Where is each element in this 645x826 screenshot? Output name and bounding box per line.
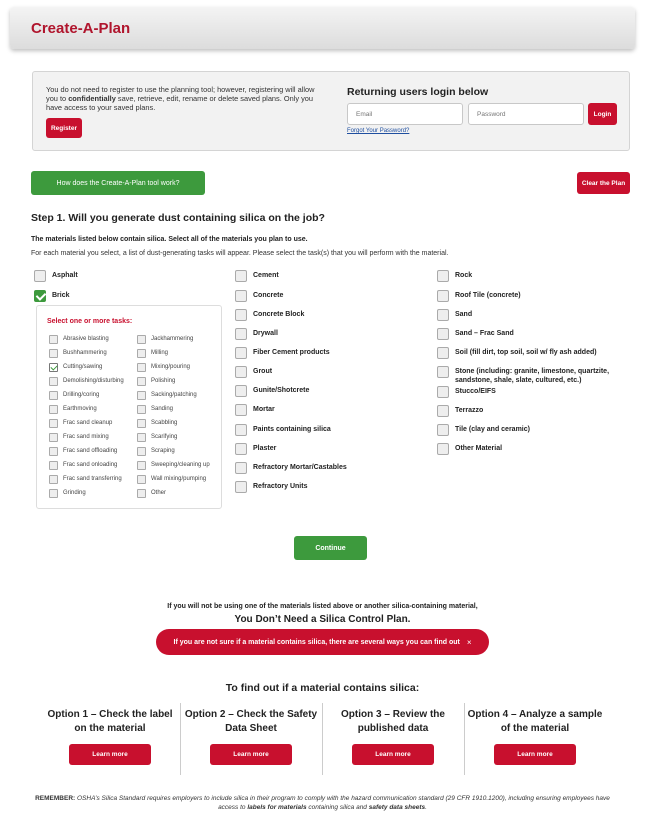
material-checkbox-fiber-cement-products[interactable] [235,347,247,359]
option-title: Option 4 – Analyze a sample of the material [467,709,603,734]
task-checkbox-earthmoving[interactable] [49,405,58,414]
task-label[interactable]: Mixing/pouring [151,364,191,370]
task-label[interactable]: Other [151,490,167,496]
material-label[interactable]: Asphalt [52,272,78,279]
material-label[interactable]: Gunite/Shotcrete [253,387,310,394]
task-checkbox-frac-sand-mixing[interactable] [49,433,58,442]
remember-bold-2: safety data sheets [368,804,426,811]
option-title: Option 1 – Check the label on the material [47,709,173,734]
task-checkbox-sweeping-cleaning-up[interactable] [137,461,146,470]
material-checkbox-stucco-eifs[interactable] [437,386,449,398]
task-label[interactable]: Frac sand cleanup [63,420,113,426]
task-label[interactable]: Cutting/sawing [63,364,103,370]
option-title: Option 3 – Review the published data [341,709,445,734]
option-1 [40,704,180,774]
task-label[interactable]: Scarifying [151,434,178,440]
material-checkbox-soil-fill-dirt-top-soil-soil-w[interactable] [437,347,449,359]
task-checkbox-scarifying[interactable] [137,433,146,442]
task-label[interactable]: Demolishing/disturbing [63,378,124,384]
material-label[interactable]: Sand [455,311,473,318]
intro-text-pre: You do not need to register to use the planning tool; however, registering will allow you to [46,85,315,103]
task-label[interactable]: Frac sand onloading [63,462,118,468]
option-divider [180,703,181,775]
material-label[interactable]: Grout [253,368,273,375]
task-checkbox-abrasive-blasting[interactable] [49,335,58,344]
material-checkbox-drywall[interactable] [235,328,247,340]
task-checkbox-frac-sand-onloading[interactable] [49,461,58,470]
task-checkbox-frac-sand-offloading[interactable] [49,447,58,456]
material-label[interactable]: Other Material [455,445,503,452]
task-checkbox-grinding[interactable] [49,489,58,498]
register-button[interactable]: Register [46,118,82,138]
material-label[interactable]: Tile (clay and ceramic) [455,426,530,433]
task-label[interactable]: Wall mixing/pumping [151,476,207,482]
task-checkbox-other[interactable] [137,489,146,498]
material-checkbox-sand[interactable] [437,309,449,321]
material-label[interactable]: Terrazzo [455,407,484,414]
register-intro [46,85,316,112]
task-checkbox-demolishing-disturbing[interactable] [49,377,58,386]
task-label[interactable]: Polishing [151,378,176,384]
learn-more-button[interactable]: Learn more [210,744,292,765]
task-checkbox-drilling-coring[interactable] [49,391,58,400]
material-label[interactable]: Drywall [253,330,278,337]
material-checkbox-refractory-units[interactable] [235,481,247,493]
task-label[interactable]: Sweeping/cleaning up [151,462,210,468]
continue-button[interactable]: Continue [294,536,367,560]
material-label[interactable]: Refractory Mortar/Castables [253,464,347,471]
how-it-works-button[interactable]: How does the Create-A-Plan tool work? [31,171,205,195]
material-label[interactable]: Soil (fill dirt, top soil, soil w/ fly ash added) [455,349,597,356]
material-checkbox-other-material[interactable] [437,443,449,455]
app-title: Create-A-Plan [31,20,131,37]
intro-text-post: save, retrieve, edit, rename or delete saved plans. Only you have access to your saved plans. [46,94,314,112]
task-checkbox-bushhammering[interactable] [49,349,58,358]
material-checkbox-plaster[interactable] [235,443,247,455]
material-label[interactable]: Concrete Block [253,311,305,318]
close-icon[interactable]: × [466,637,472,647]
task-label[interactable]: Abrasive blasting [63,336,109,342]
find-out-toggle-label: If you are not sure if a material contains silica, there are several ways you can find out [173,638,460,646]
option-divider [464,703,465,775]
login-button[interactable]: Login [588,103,617,125]
material-label[interactable]: Refractory Units [253,483,308,490]
material-label[interactable]: Plaster [253,445,277,452]
task-checkbox-mixing-pouring[interactable] [137,363,146,372]
task-label[interactable]: Jackhammering [151,336,194,342]
password-input[interactable] [468,103,584,125]
remember-lead: REMEMBER: [35,795,76,802]
forgot-password-link[interactable]: Forgot Your Password? [347,128,410,134]
learn-more-button[interactable]: Learn more [352,744,434,765]
material-label[interactable]: Fiber Cement products [253,349,330,356]
task-label[interactable]: Frac sand mixing [63,434,109,440]
intro-text-bold: confidentially [68,94,116,103]
task-label[interactable]: Grinding [63,490,86,496]
no-plan-needed-text: You Don’t Need a Silica Control Plan. [234,614,411,625]
material-checkbox-terrazzo[interactable] [437,405,449,417]
task-checkbox-sacking-patching[interactable] [137,391,146,400]
task-label[interactable]: Bushhammering [63,350,107,356]
step-1-description: For each material you select, a list of dust-generating tasks will appear. Please select the task(s) that you will perform with the material. [31,250,449,257]
find-out-title: To find out if a material contains silica: [225,682,420,694]
task-label[interactable]: Frac sand offloading [63,448,118,454]
option-3 [323,704,463,774]
material-checkbox-refractory-mortar-castables[interactable] [235,462,247,474]
task-label[interactable]: Sacking/patching [151,392,197,398]
task-label[interactable]: Earthmoving [63,406,97,412]
material-checkbox-tile-clay-and-ceramic[interactable] [437,424,449,436]
option-divider [322,703,323,775]
material-label[interactable]: Concrete [253,292,284,299]
material-label[interactable]: Cement [253,272,279,279]
task-checkbox-frac-sand-cleanup[interactable] [49,419,58,428]
material-label[interactable]: Paints containing silica [253,426,331,433]
task-label[interactable]: Scraping [151,448,175,454]
step-1-instructions: The materials listed below contain silica. Select all of the materials you plan to use. [31,236,308,243]
material-checkbox-asphalt[interactable] [34,270,46,282]
material-label[interactable]: Stucco/EIFS [455,388,496,395]
task-label[interactable]: Scabbling [151,420,178,426]
material-checkbox-rock[interactable] [437,270,449,282]
remember-bold-1: labels for materials [247,804,307,811]
task-checkbox-polishing[interactable] [137,377,146,386]
step-1-title: Step 1. Will you generate dust containing silica on the job? [31,212,325,224]
remember-note [30,794,615,812]
material-checkbox-sand-frac-sand[interactable] [437,328,449,340]
learn-more-button[interactable]: Learn more [69,744,151,765]
material-checkbox-stone-including-granite-limest[interactable] [437,366,449,378]
material-label[interactable]: Stone (including: granite, limestone, quartzite, sandstone, shale, slate, cultured, etc.) [455,368,610,384]
remember-text-3: . [425,804,427,811]
task-checkbox-scabbling[interactable] [137,419,146,428]
find-out-toggle[interactable] [156,629,489,655]
option-2 [181,704,321,774]
material-checkbox-concrete[interactable] [235,290,247,302]
material-checkbox-grout[interactable] [235,366,247,378]
task-checkbox-milling[interactable] [137,349,146,358]
material-label[interactable]: Mortar [253,406,275,413]
task-checkbox-scraping[interactable] [137,447,146,456]
remember-text-2: containing silica and [306,804,369,811]
task-checkbox-frac-sand-transferring[interactable] [49,475,58,484]
material-checkbox-cement[interactable] [235,270,247,282]
material-label[interactable]: Roof Tile (concrete) [455,292,521,299]
app-header [10,7,635,49]
task-label[interactable]: Sanding [151,406,174,412]
task-label[interactable]: Frac sand transferring [63,476,122,482]
task-checkbox-sanding[interactable] [137,405,146,414]
task-checkbox-wall-mixing-pumping[interactable] [137,475,146,484]
material-label[interactable]: Sand – Frac Sand [455,330,514,337]
clear-plan-button[interactable]: Clear the Plan [577,172,630,194]
learn-more-button[interactable]: Learn more [494,744,576,765]
option-4 [465,704,605,774]
task-checkbox-cutting-sawing[interactable] [49,363,58,372]
material-label[interactable]: Brick [52,292,70,299]
material-label[interactable]: Rock [455,272,473,279]
material-checkbox-brick[interactable] [34,290,46,302]
task-label[interactable]: Drilling/coring [63,392,100,398]
task-checkbox-jackhammering[interactable] [137,335,146,344]
email-input[interactable] [347,103,463,125]
material-checkbox-concrete-block[interactable] [235,309,247,321]
returning-users-title: Returning users login below [347,86,489,98]
tasks-title: Select one or more tasks: [47,318,133,325]
brick-tasks-panel [36,305,222,509]
material-checkbox-mortar[interactable] [235,404,247,416]
material-checkbox-paints-containing-silica[interactable] [235,424,247,436]
task-label[interactable]: Milling [151,350,169,356]
remember-text-1: OSHA’s Silica Standard requires employers to include silica in their program to comply with the hazard communication standard (29 CFR 1910.1200), including ensuring employees have access to [75,795,610,811]
material-checkbox-roof-tile-concrete[interactable] [437,290,449,302]
material-checkbox-gunite-shotcrete[interactable] [235,385,247,397]
option-title: Option 2 – Check the Safety Data Sheet [184,709,318,734]
not-using-text: If you will not be using one of the materials listed above or another silica-containing material, [167,603,478,610]
login-panel [32,71,630,151]
